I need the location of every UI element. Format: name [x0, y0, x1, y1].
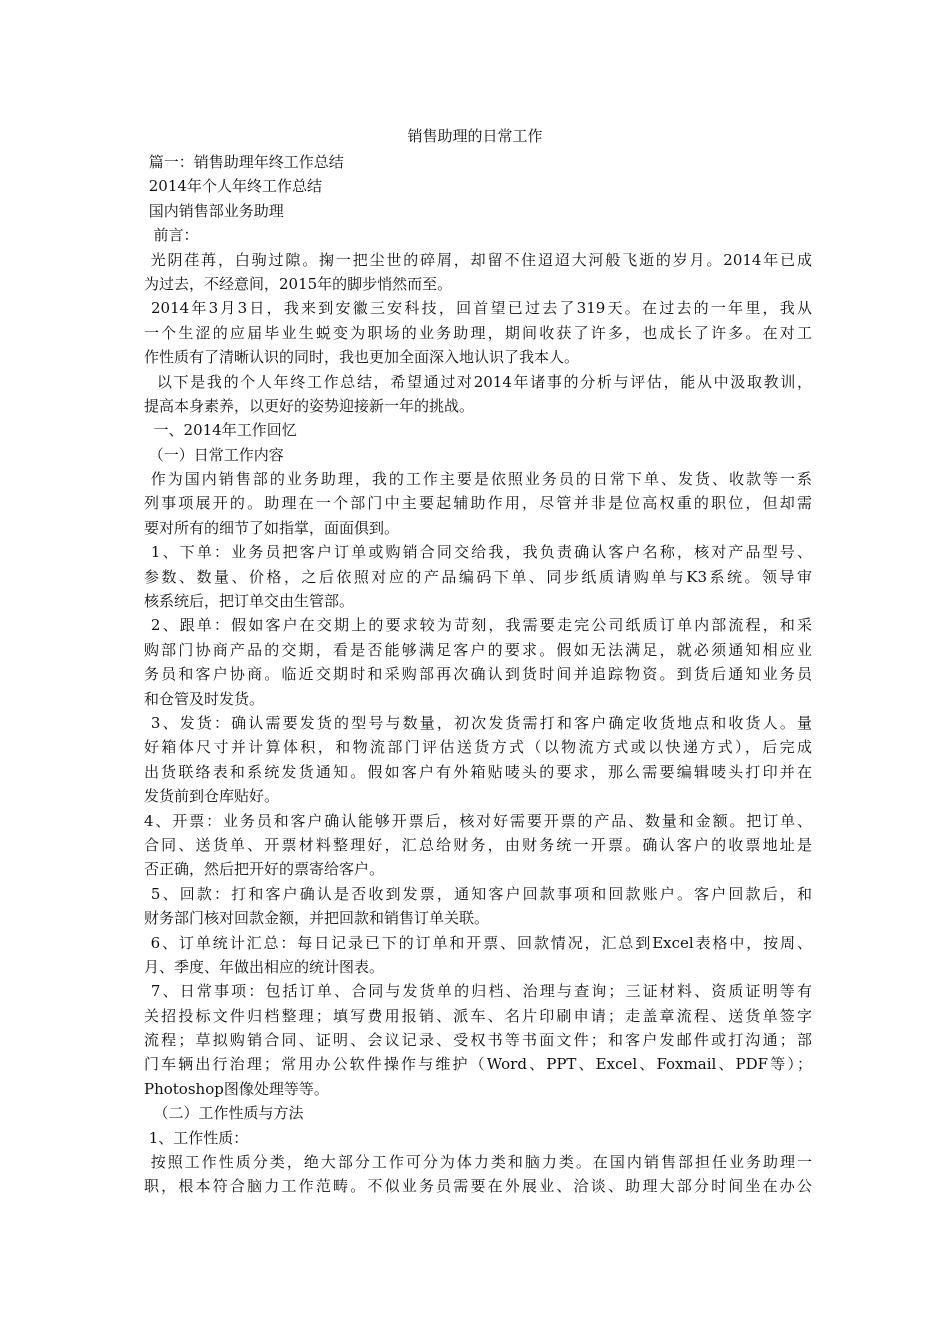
paragraph-line: 以下是我的个人年终工作总结，希望通过对2014年诸事的分析与评估，能从中汲取教训，: [144, 372, 812, 391]
paragraph-line: 关招投标文件归档整理；填写费用报销、派车、名片印刷申请；走盖章流程、送货单签字: [144, 1006, 812, 1025]
paragraph-line: 流程；草拟购销合同、证明、会议记录、受权书等书面文件；和客户发邮件或打沟通；部: [144, 1031, 812, 1050]
paragraph-line: 合同、送货单、开票材料整理好，汇总给财务，由财务统一开票。确认客户的收票地址是: [144, 835, 812, 854]
paragraph-line: 列事项展开的。助理在一个部门中主要起辅助作用，尽管并非是位高权重的职位，但却需: [144, 494, 812, 513]
paragraph-line: 按照工作性质分类，绝大部分工作可分为体力类和脑力类。在国内销售部担任业务助理一: [144, 1153, 812, 1172]
paragraph-line: 月、季度、年做出相应的统计图表。: [144, 957, 385, 976]
paragraph-line: 提高本身素养，以更好的姿势迎接新一年的挑战。: [144, 396, 475, 415]
paragraph-line: 为过去，不经意间，2015年的脚步悄然而至。: [144, 274, 453, 293]
paragraph-line: （二）工作性质与方法: [144, 1104, 304, 1123]
document-title: 销售助理的日常工作: [407, 127, 543, 145]
paragraph-line: 作性质有了清晰认识的同时，我也更加全面深入地认识了我本人。: [144, 348, 580, 367]
paragraph-line: 核系统后，把订单交由生管部。: [144, 592, 355, 611]
paragraph-line: 发货前到仓库贴好。: [144, 787, 280, 806]
paragraph-line: 4、开票：业务员和客户确认能够开票后，核对好需要开票的产品、数量和金额。把订单、: [144, 811, 812, 830]
paragraph-line: 光阴荏苒，白驹过隙。掬一把尘世的碎屑，却留不住迢迢大河般飞逝的岁月。2014年已成: [144, 250, 812, 269]
paragraph-line: 出货联络表和系统发货通知。假如客户有外箱贴唛头的要求，那么需要编辑唛头打印并在: [144, 762, 812, 781]
paragraph-line: 务员和客户协商。临近交期时和采购部再次确认到货时间并追踪物资。到货后通知业务员: [144, 665, 812, 684]
paragraph-line: 好箱体尺寸并计算体积，和物流部门评估送货方式（以物流方式或以快递方式），后完成: [144, 738, 812, 757]
paragraph-line: 1、下单：业务员把客户订单或购销合同交给我，我负责确认客户名称，核对产品型号、: [144, 543, 812, 562]
paragraph-line: 2、跟单：假如客户在交期上的要求较为苛刻，我需要走完公司纸质订单内部流程，和采: [144, 616, 812, 635]
paragraph-line: 国内销售部业务助理: [144, 201, 284, 220]
paragraph-line: （一）日常工作内容: [144, 445, 284, 464]
paragraph-line: 门车辆出行治理；常用办公软件操作与维护（Word、PPT、Excel、Foxmail、PDF等）；: [144, 1055, 812, 1074]
paragraph-line: 参数、数量、价格，之后依照对应的产品编码下单、同步纸质请购单与K3系统。领导审: [144, 567, 812, 586]
paragraph-line: 否正确，然后把开好的票寄给客户。: [144, 860, 385, 879]
paragraph-line: 2014年3月3日，我来到安徽三安科技，回首望已过去了319天。在过去的一年里，我从: [144, 299, 812, 318]
paragraph-line: 要对所有的细节了如指掌，面面俱到。: [144, 518, 400, 537]
paragraph-line: 1、工作性质：: [144, 1128, 249, 1147]
paragraph-line: 作为国内销售部的业务助理，我的工作主要是依照业务员的日常下单、发货、收款等一系: [144, 470, 812, 489]
paragraph-line: 6、订单统计汇总：每日记录已下的订单和开票、回款情况，汇总到Excel表格中，按周、: [144, 933, 812, 952]
paragraph-line: 和仓管及时发货。: [144, 689, 265, 708]
document-body: [144, 150, 812, 1199]
paragraph-line: 一、2014年工作回忆: [144, 421, 297, 440]
paragraph-line: 前言：: [144, 226, 199, 245]
paragraph-line: 3、发货：确认需要发货的型号与数量，初次发货需打和客户确定收货地点和收货人。量: [144, 713, 812, 732]
paragraph-line: 一个生涩的应届毕业生蜕变为职场的业务助理，期间收获了许多，也成长了许多。在对工: [144, 323, 812, 342]
paragraph-line: 2014年个人年终工作总结: [144, 177, 322, 196]
paragraph-line: 职，根本符合脑力工作范畴。不似业务员需要在外展业、洽谈、助理大部分时间坐在办公: [144, 1177, 812, 1196]
paragraph-line: 7、日常事项：包括订单、合同与发货单的归档、治理与查询；三证材料、资质证明等有: [144, 982, 812, 1001]
paragraph-line: Photoshop图像处理等等。: [144, 1079, 329, 1098]
paragraph-line: 财务部门核对回款金额，并把回款和销售订单关联。: [144, 909, 490, 928]
paragraph-line: 篇一：销售助理年终工作总结: [144, 153, 344, 171]
paragraph-line: 5、回款：打和客户确认是否收到发票，通知客户回款事项和回款账户。客户回款后，和: [144, 884, 812, 903]
paragraph-line: 购部门协商产品的交期，看是否能够满足客户的要求。假如无法满足，就必须通知相应业: [144, 640, 812, 659]
